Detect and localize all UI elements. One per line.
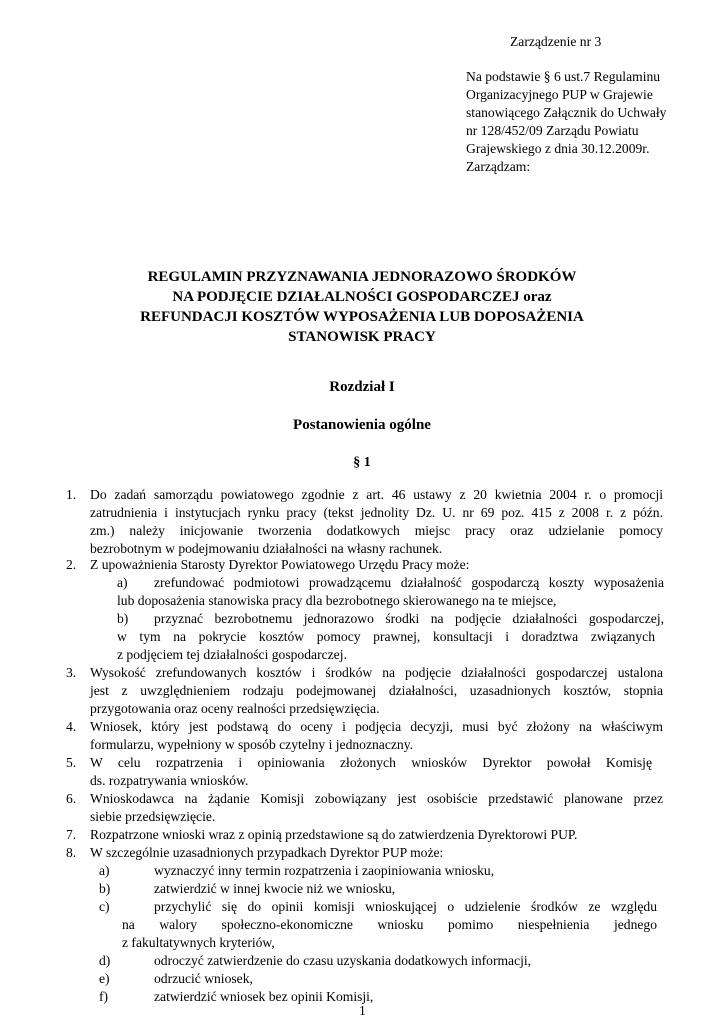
sub-item-letter: b) — [117, 611, 129, 626]
sub-item-letter: a) — [99, 863, 110, 878]
sub-item-letter: f) — [99, 989, 109, 1004]
sub-item-letter: e) — [99, 971, 110, 986]
chapter-heading: Rozdział I — [329, 379, 395, 395]
item-text-line: Rozpatrzone wnioski wraz z opinią przedstawione są do zatwierdzenia Dyrektorowi PUP. — [90, 827, 578, 842]
sub-item-text-line: lub doposażenia stanowiska pracy dla bezrobotnego skierowanego na te miejsce, — [117, 593, 557, 608]
title-line: REGULAMIN PRZYZNAWANIA JEDNORAZOWO ŚRODKÓW — [147, 269, 577, 285]
sub-item-text-line: wyznaczyć inny termin rozpatrzenia i zaopiniowania wniosku, — [154, 863, 495, 878]
item-text-line: bezrobotnym w podejmowaniu działalności na własny rachunek. — [90, 541, 443, 556]
sub-item-letter: c) — [99, 899, 110, 914]
sub-item-text-line: odrzucić wniosek, — [154, 971, 253, 986]
item-text-line: Z upoważnienia Starosty Dyrektor Powiatowego Urzędu Pracy może: — [90, 557, 470, 572]
item-text-line: siebie przedsięwzięcie. — [90, 809, 216, 824]
item-text-line: Wnioskodawca na żądanie Komisji zobowiązany jest osobiście przedstawić planowane przez — [90, 791, 663, 806]
item-number: 8. — [66, 845, 77, 860]
item-text-line: Wniosek, który jest podstawą do oceny i podjęcia decyzji, musi być złożony na właściwym — [90, 719, 663, 734]
legal-basis-line: nr 128/452/09 Zarządu Powiatu — [466, 123, 639, 138]
legal-basis-line: Zarządzam: — [466, 159, 531, 174]
sub-item-text-line: zatwierdzić w innej kwocie niż we wniosku, — [154, 881, 396, 896]
sub-item-text-line: zatwierdzić wniosek bez opinii Komisji, — [154, 989, 374, 1004]
item-text-line: zatrudnienia i instytucjach rynku pracy (tekst jednolity Dz. U. nr 69 poz. 415 z 2008 r. z późn. — [90, 505, 663, 520]
legal-basis-line: Organizacyjnego PUP w Grajewie — [466, 87, 653, 102]
legal-basis-line: Grajewskiego z dnia 30.12.2009r. — [466, 141, 650, 156]
sub-item-text-line: z fakultatywnych kryteriów, — [122, 935, 275, 950]
item-text-line: Do zadań samorządu powiatowego zgodnie z art. 46 ustawy z 20 kwietnia 2004 r. o promocji — [90, 487, 663, 502]
sub-item-text-line: zrefundować podmiotowi prowadzącemu działalność gospodarczą koszty wyposażenia — [154, 575, 664, 590]
item-text-line: W celu rozpatrzenia i opiniowania złożonych wniosków Dyrektor powołał Komisję — [90, 755, 652, 770]
item-text-line: W szczególnie uzasadnionych przypadkach Dyrektor PUP może: — [90, 845, 444, 860]
item-text-line: zm.) należy inicjowanie tworzenia dodatkowych miejsc pracy oraz udzielanie pomocy — [90, 523, 663, 538]
page-number: 1 — [359, 1003, 366, 1018]
item-text-line: formularzu, wypełniony w sposób czytelny i jednoznaczny. — [90, 737, 414, 752]
chapter-title: Postanowienia ogólne — [293, 417, 431, 433]
title-line: STANOWISK PRACY — [288, 329, 436, 345]
item-number: 1. — [66, 487, 77, 502]
sub-item-text-line: odroczyć zatwierdzenie do czasu uzyskania dodatkowych informacji, — [154, 953, 532, 968]
item-number: 2. — [66, 557, 77, 572]
order-number: Zarządzenie nr 3 — [510, 34, 602, 49]
paragraph-sign: § 1 — [353, 455, 371, 470]
legal-basis-line: stanowiącego Załącznik do Uchwały — [466, 105, 667, 120]
sub-item-text-line: w tym na pokrycie kosztów pomocy prawnej, konsultacji i doradztwa związanych — [117, 629, 655, 644]
sub-item-letter: b) — [99, 881, 111, 896]
sub-item-letter: d) — [99, 953, 111, 968]
item-text-line: jest z uwzględnieniem rodzaju podejmowanej działalności, uzasadnionych kosztów, stopnia — [90, 683, 663, 698]
item-number: 3. — [66, 665, 77, 680]
sub-item-text-line: na walory społeczno-ekonomiczne wniosku pomimo niespełnienia jednego — [122, 917, 657, 932]
sub-item-letter: a) — [117, 575, 128, 590]
item-text-line: przygotowania oraz oceny realności przedsięwzięcia. — [90, 701, 380, 716]
sub-item-text-line: przyznać bezrobotnemu jednorazowo środki na podjęcie działalności gospodarczej, — [154, 611, 664, 626]
item-number: 4. — [66, 719, 77, 734]
item-text-line: ds. rozpatrywania wniosków. — [90, 773, 249, 788]
sub-item-text-line: z podjęciem tej działalności gospodarczej. — [117, 647, 347, 662]
item-number: 6. — [66, 791, 77, 806]
title-line: REFUNDACJI KOSZTÓW WYPOSAŻENIA LUB DOPOSAŻENIA — [140, 309, 584, 325]
legal-basis-line: Na podstawie § 6 ust.7 Regulaminu — [466, 69, 661, 84]
title-line: NA PODJĘCIE DZIAŁALNOŚCI GOSPODARCZEJ oraz — [172, 289, 552, 305]
item-text-line: Wysokość zrefundowanych kosztów i środków na podjęcie działalności gospodarczej ustalona — [90, 665, 663, 680]
item-number: 5. — [66, 755, 77, 770]
item-number: 7. — [66, 827, 77, 842]
sub-item-text-line: przychylić się do opinii komisji wnioskującej o udzielenie środków ze względu — [154, 899, 657, 914]
